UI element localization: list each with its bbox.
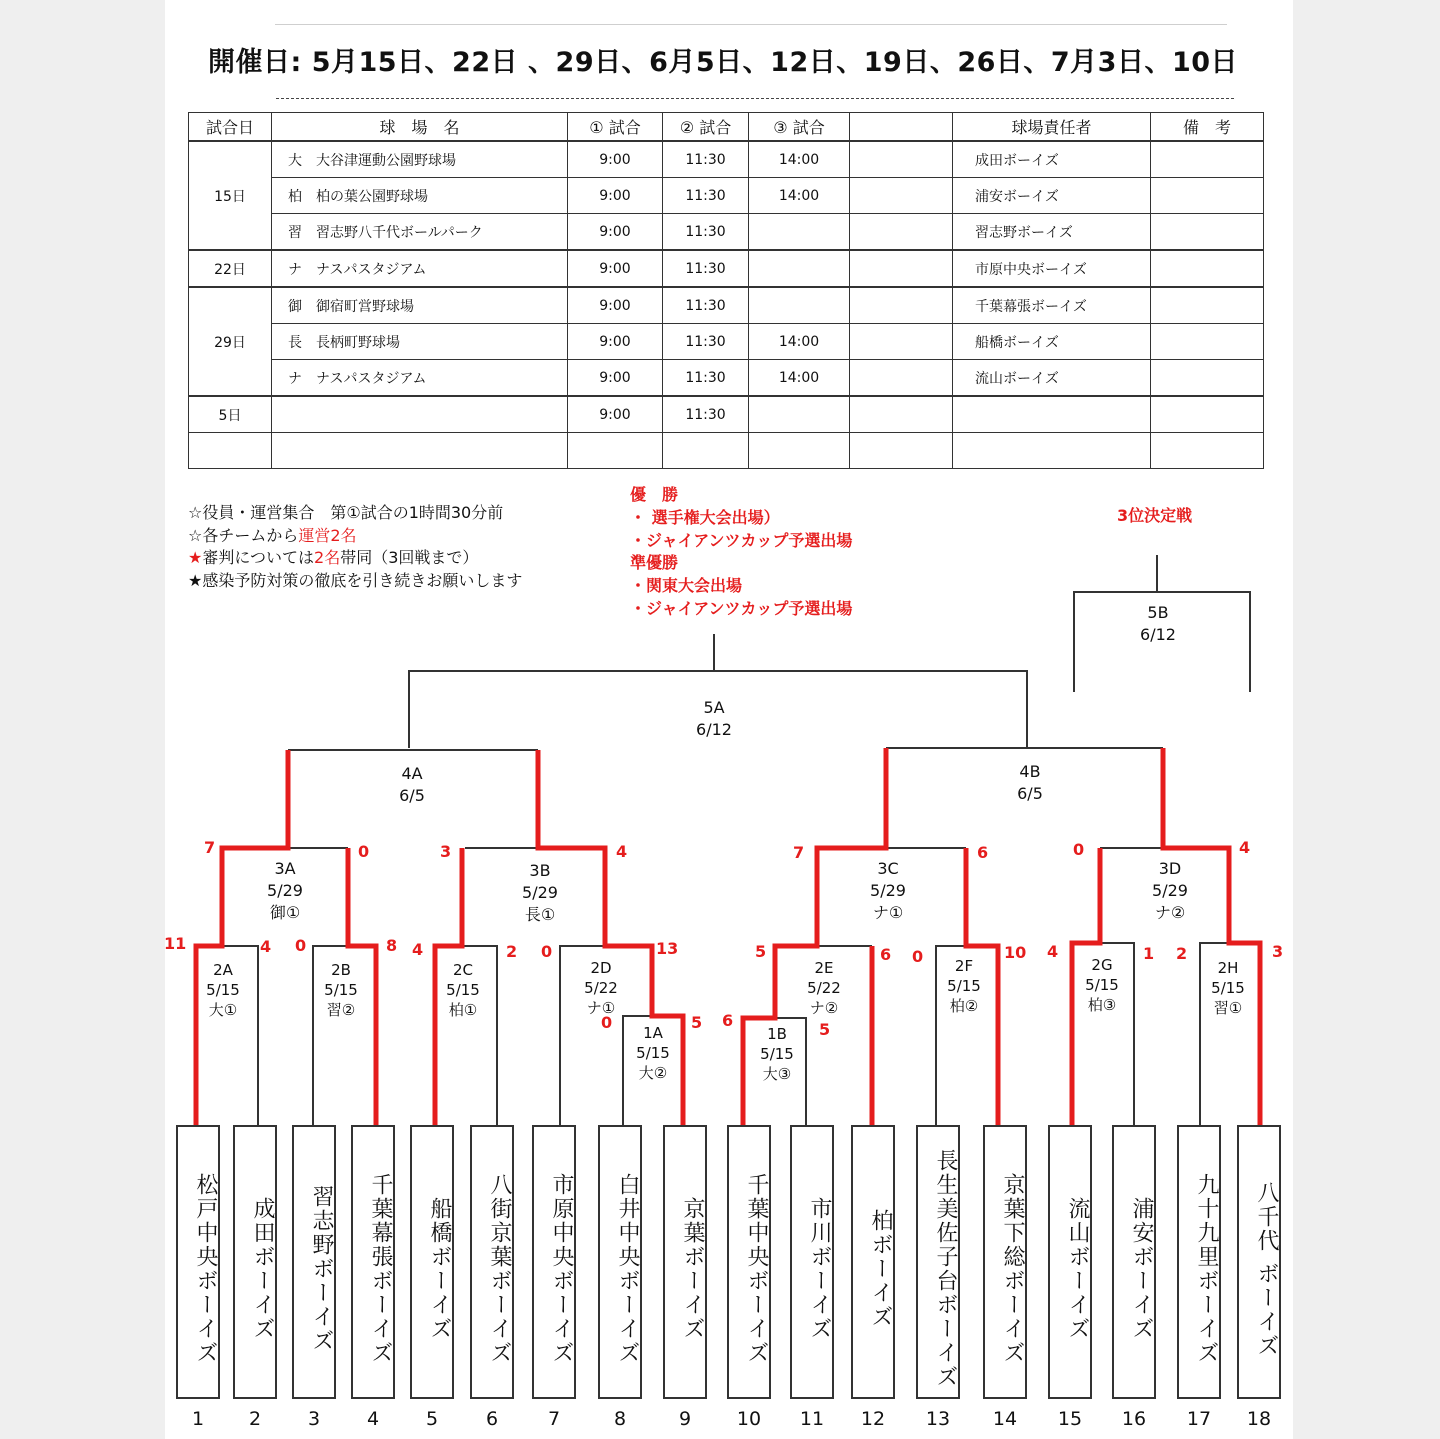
team-box: 浦安ボーイズ — [1112, 1125, 1156, 1399]
match-label-2e: 2E 5/22 ナ② — [807, 959, 841, 1017]
table-header: ② 試合 — [663, 113, 749, 142]
match-label-2h: 2H 5/15 習① — [1211, 959, 1245, 1017]
winner-path — [1163, 748, 1260, 1125]
table-header: ③ 試合 — [749, 113, 850, 142]
score: 5 — [691, 1013, 703, 1032]
match-label-2d: 2D 5/22 ナ① — [584, 959, 618, 1017]
team-box: 船橋ボーイズ — [410, 1125, 454, 1399]
match-day: 22日 — [189, 250, 272, 287]
team-box: 九十九里ボーイズ — [1177, 1125, 1221, 1399]
score: 4 — [616, 842, 628, 861]
team-number: 4 — [366, 1408, 380, 1430]
team-box: 流山ボーイズ — [1048, 1125, 1092, 1399]
advancement-notice: 優 勝 ・ 選手権大会出場） ・ジャイアンツカップ予選出場 準優勝 ・関東大会出場 ・ジャイアンツカップ予選出場 — [630, 485, 853, 618]
team-number: 10 — [736, 1408, 762, 1430]
team-box: 柏ボーイズ — [851, 1125, 895, 1399]
table-header: 球場責任者 — [953, 113, 1151, 142]
match-day: 5日 — [189, 396, 272, 433]
match-label-1a: 1A 5/15 大② — [636, 1024, 670, 1082]
game3-time: 14:00 — [749, 141, 850, 178]
team-number: 9 — [678, 1408, 692, 1430]
score: 5 — [819, 1020, 831, 1039]
team-number: 8 — [613, 1408, 627, 1430]
venue-cell: ナ ナスパスタジアム — [272, 360, 568, 397]
match-label-2b: 2B 5/15 習② — [324, 961, 358, 1019]
team-box: 京葉ボーイズ — [663, 1125, 707, 1399]
score: 0 — [541, 942, 553, 961]
venue-manager: 浦安ボーイズ — [953, 178, 1151, 214]
score: 6 — [880, 945, 892, 964]
game1-time: 9:00 — [568, 287, 663, 324]
team-number: 2 — [248, 1408, 262, 1430]
venue-cell: 長 長柄町野球場 — [272, 324, 568, 360]
table-header: ① 試合 — [568, 113, 663, 142]
team-box: 市原中央ボーイズ — [532, 1125, 576, 1399]
venue-manager: 流山ボーイズ — [953, 360, 1151, 397]
score: 7 — [204, 838, 216, 857]
venue-cell: 御 御宿町営野球場 — [272, 287, 568, 324]
match-label-3b: 3B 5/29 長① — [522, 861, 558, 924]
game3-time: 14:00 — [749, 360, 850, 397]
match-label-1b: 1B 5/15 大③ — [760, 1025, 794, 1083]
score: 0 — [295, 936, 307, 955]
game1-time: 9:00 — [568, 250, 663, 287]
match-label-2g: 2G 5/15 柏③ — [1085, 956, 1119, 1014]
match-label-2a: 2A 5/15 大① — [206, 961, 240, 1019]
score: 8 — [386, 936, 398, 955]
match-label-5a: 5A 6/12 — [696, 698, 732, 739]
team-box: 八千代 ボーイズ — [1237, 1125, 1281, 1399]
game2-time: 11:30 — [663, 214, 749, 251]
game1-time: 9:00 — [568, 178, 663, 214]
match-day: 29日 — [189, 287, 272, 396]
game1-time: 9:00 — [568, 360, 663, 397]
table-header: 球 場 名 — [272, 113, 568, 142]
match-label-2f: 2F 5/15 柏② — [947, 957, 981, 1015]
score: 3 — [440, 842, 452, 861]
match-label-4b: 4B 6/5 — [1017, 762, 1043, 803]
score: 4 — [1239, 838, 1251, 857]
team-number: 1 — [191, 1408, 205, 1430]
venue-manager: 成田ボーイズ — [953, 141, 1151, 178]
game1-time: 9:00 — [568, 214, 663, 251]
team-number: 6 — [485, 1408, 499, 1430]
team-number: 18 — [1246, 1408, 1272, 1430]
note-line: ★審判については2名帯同（3回戦まで） — [188, 548, 479, 567]
team-number: 17 — [1186, 1408, 1212, 1430]
team-box: 京葉下総ボーイズ — [983, 1125, 1027, 1399]
team-box: 千葉中央ボーイズ — [727, 1125, 771, 1399]
score: 3 — [1272, 942, 1284, 961]
game1-time: 9:00 — [568, 396, 663, 433]
score: 4 — [412, 940, 424, 959]
score: 0 — [1073, 840, 1085, 859]
team-number: 15 — [1057, 1408, 1083, 1430]
score: 0 — [601, 1013, 613, 1032]
match-label-2c: 2C 5/15 柏① — [446, 961, 480, 1019]
team-number: 5 — [425, 1408, 439, 1430]
venue-cell: 習 習志野八千代ボールパーク — [272, 214, 568, 251]
venue-manager: 習志野ボーイズ — [953, 214, 1151, 251]
game2-time: 11:30 — [663, 360, 749, 397]
winner-path — [196, 750, 288, 1125]
note-line: ★感染予防対策の徹底を引き続きお願いします — [188, 570, 523, 590]
team-number: 16 — [1121, 1408, 1147, 1430]
score: 6 — [722, 1011, 734, 1030]
venue-cell: 柏 柏の葉公園野球場 — [272, 178, 568, 214]
team-box: 松戸中央ボーイズ — [176, 1125, 220, 1399]
game3-time: 14:00 — [749, 178, 850, 214]
team-box: 習志野ボーイズ — [292, 1125, 336, 1399]
venue-manager: 船橋ボーイズ — [953, 324, 1151, 360]
team-number: 12 — [860, 1408, 886, 1430]
score: 0 — [358, 842, 370, 861]
score: 4 — [260, 937, 272, 956]
score: 0 — [912, 947, 924, 966]
game1-time: 9:00 — [568, 324, 663, 360]
venue-cell: ナ ナスパスタジアム — [272, 250, 568, 287]
team-box: 成田ボーイズ — [233, 1125, 277, 1399]
score: 4 — [1047, 942, 1059, 961]
score: 1 — [1143, 944, 1155, 963]
score: 5 — [755, 942, 767, 961]
match-label-3d: 3D 5/29 ナ② — [1152, 859, 1188, 922]
game1-time: 9:00 — [568, 141, 663, 178]
venue-cell: 大 大谷津運動公園野球場 — [272, 141, 568, 178]
team-box: 市川ボーイズ — [790, 1125, 834, 1399]
team-number: 11 — [799, 1408, 825, 1430]
score: 2 — [506, 942, 518, 961]
game3-time: 14:00 — [749, 324, 850, 360]
score: 7 — [793, 843, 805, 862]
team-number: 14 — [992, 1408, 1018, 1430]
match-label-3a: 3A 5/29 御① — [267, 859, 303, 922]
venue-manager: 千葉幕張ボーイズ — [953, 287, 1151, 324]
venue-manager: 市原中央ボーイズ — [953, 250, 1151, 287]
team-box: 千葉幕張ボーイズ — [351, 1125, 395, 1399]
team-number: 3 — [307, 1408, 321, 1430]
team-number: 7 — [547, 1408, 561, 1430]
team-box: 白井中央ボーイズ — [598, 1125, 642, 1399]
table-header: 試合日 — [189, 113, 272, 142]
score: 2 — [1176, 944, 1188, 963]
match-label-3c: 3C 5/29 ナ① — [870, 859, 906, 922]
game2-time: 11:30 — [663, 324, 749, 360]
table-header: 備 考 — [1151, 113, 1264, 142]
team-number: 13 — [925, 1408, 951, 1430]
match-label-4a: 4A 6/5 — [399, 764, 425, 805]
match-label-5b: 5B 6/12 — [1140, 603, 1176, 644]
game2-time: 11:30 — [663, 178, 749, 214]
match-day: 15日 — [189, 141, 272, 250]
third-place-label: 3位決定戦 — [1117, 506, 1193, 525]
game2-time: 11:30 — [663, 250, 749, 287]
game2-time: 11:30 — [663, 287, 749, 324]
score: 11 — [164, 934, 187, 953]
score: 13 — [656, 939, 679, 958]
team-box: 八街京葉ボーイズ — [470, 1125, 514, 1399]
note-line: ☆役員・運営集合 第①試合の1時間30分前 — [188, 503, 504, 522]
team-box: 長生美佐子台ボーイズ — [916, 1125, 960, 1399]
score: 10 — [1004, 943, 1027, 962]
score: 6 — [977, 843, 989, 862]
game2-time: 11:30 — [663, 396, 749, 433]
note-line: ☆各チームから運営2名 — [188, 525, 357, 545]
game2-time: 11:30 — [663, 141, 749, 178]
event-dates: 開催日: 5月15日、22日 、29日、6月5日、12日、19日、26日、7月3日、10日 — [208, 47, 1239, 78]
